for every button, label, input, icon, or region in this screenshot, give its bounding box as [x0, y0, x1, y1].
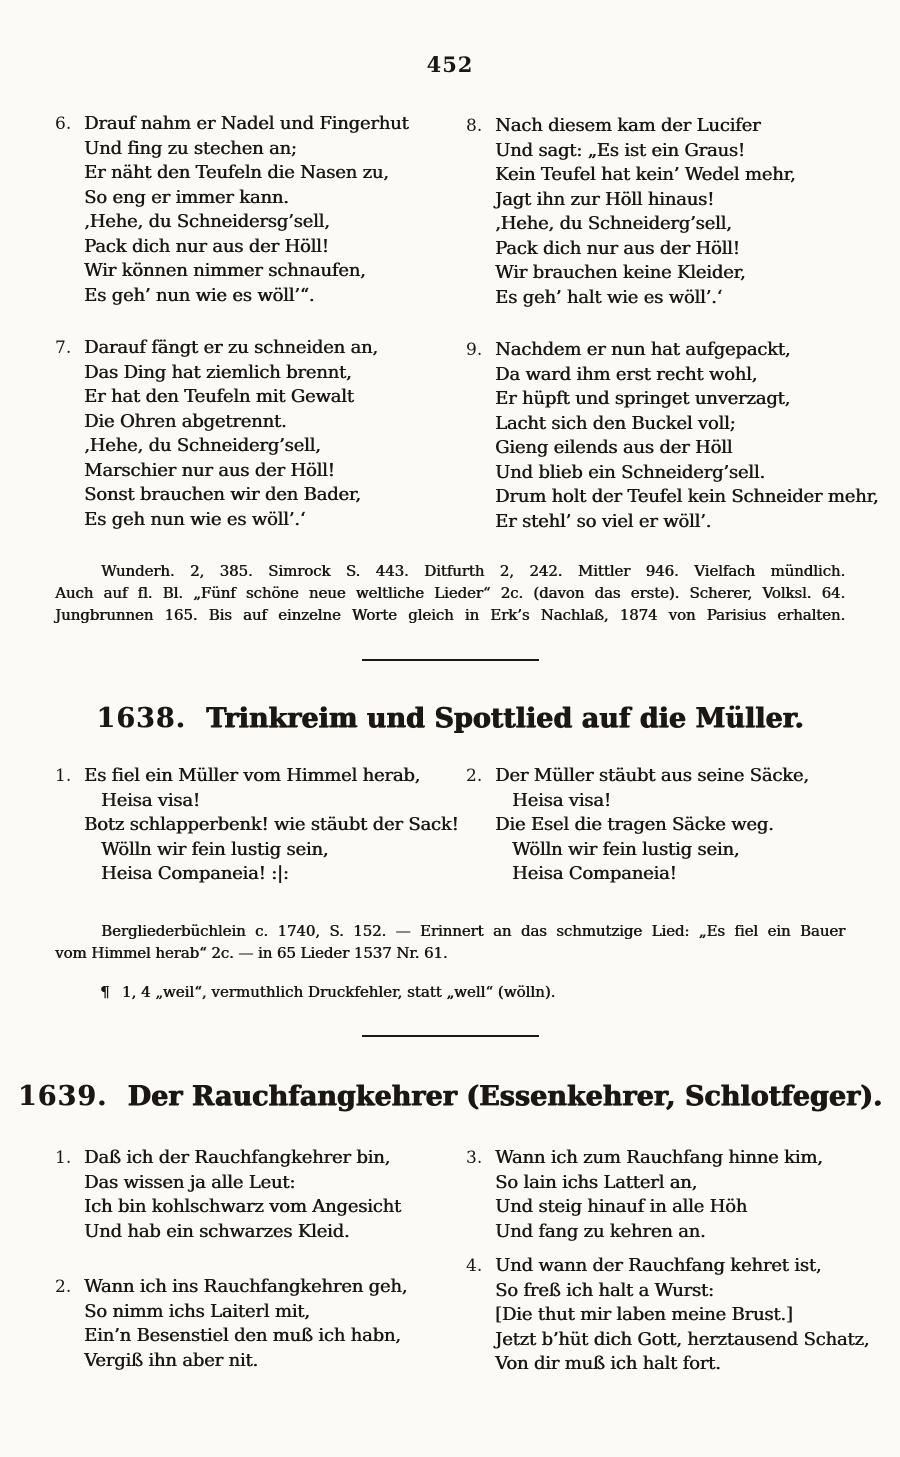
verse-line: Die Esel die tragen Säcke weg.	[495, 814, 774, 835]
verse-line: So nimm ichs Laiterl mit,	[84, 1300, 310, 1322]
page-number: 452	[426, 52, 474, 77]
note-line: vom Himmel herab“ 2c. — in 65 Lieder 1537 Nr. 61.	[55, 944, 448, 962]
verse-line: Botz schlapperbenk! wie stäubt der Sack!	[84, 814, 459, 835]
note-line: Bergliederbüchlein c. 1740, S. 152. — Erinnert an das schmutzige Lied: „Es fiel ein Bauer	[101, 922, 845, 940]
verse-line: Der Müller stäubt aus seine Säcke,	[495, 765, 809, 786]
verse-7	[55, 336, 378, 532]
verse-line: Es geh’ halt wie es wöll’.‘	[495, 286, 723, 308]
verse-line: ‚Hehe, du Schneidersg’sell,	[84, 211, 330, 232]
song-1639-verse-1	[55, 1146, 401, 1244]
verse-line: Kein Teufel hat kein’ Wedel mehr,	[495, 164, 796, 185]
verse-line: [Die thut mir laben meine Brust.]	[495, 1304, 793, 1325]
verse-line: Und sagt: „Es ist ein Graus!	[495, 139, 745, 161]
verse-lines	[495, 338, 878, 534]
verse-line: Nach diesem kam der Lucifer	[495, 115, 761, 136]
song-1639-number: 1639.	[17, 1081, 108, 1112]
verse-line: Daß ich der Rauchfangkehrer bin,	[84, 1147, 390, 1168]
verse-line: Pack dich nur aus der Höll!	[84, 235, 329, 257]
verse-line: Lacht sich den Buckel voll;	[495, 412, 736, 434]
song-1638-verse-1	[55, 764, 458, 887]
verse-line: Es geh’ nun wie es wöll’“.	[84, 284, 315, 306]
song-1639-verse-4	[466, 1254, 869, 1377]
verse-line: Darauf fängt er zu schneiden an,	[84, 337, 378, 358]
verse-number: 9.	[466, 340, 483, 360]
verse-line: Vergiß ihn aber nit.	[84, 1349, 258, 1371]
footnote-line: Auch auf fl. Bl. „Fünf schöne neue weltliche Lieder“ 2c. (davon das erste). Scherer, Volksl. 64.	[55, 584, 845, 602]
verse-lines	[84, 764, 458, 887]
verse-number: 8.	[466, 116, 483, 136]
source-footnote	[55, 560, 845, 626]
verse-line: Es fiel ein Müller vom Himmel herab,	[84, 765, 421, 786]
verse-line: Da ward ihm erst recht wohl,	[495, 363, 758, 385]
verse-number: 1.	[55, 1148, 72, 1168]
verse-line: Gieng eilends aus der Höll	[495, 437, 733, 458]
verse-line: Heisa Companeia! :|:	[101, 863, 289, 884]
editor-remark: ¶ 1, 4 „weil“, vermuthlich Druckfehler, statt „well“ (wölln).	[100, 983, 556, 1001]
verse-line: Heisa visa!	[101, 789, 200, 811]
verse-line: Heisa visa!	[512, 789, 611, 811]
verse-line: Und fang zu kehren an.	[495, 1220, 706, 1242]
verse-line: Nachdem er nun hat aufgepackt,	[495, 339, 791, 360]
footnote-line: Wunderh. 2, 385. Simrock S. 443. Ditfurth 2, 242. Mittler 946. Vielfach mündlich.	[101, 562, 845, 580]
verse-line: Und blieb ein Schneiderg’sell.	[495, 461, 765, 483]
verse-line: Heisa Companeia!	[512, 863, 677, 884]
verse-8	[466, 114, 795, 310]
verse-9	[466, 338, 878, 534]
verse-number: 2.	[55, 1277, 72, 1297]
verse-number: 6.	[55, 114, 72, 134]
verse-6	[55, 112, 408, 308]
verse-line: Drum holt der Teufel kein Schneider mehr,	[495, 486, 879, 507]
verse-number: 1.	[55, 766, 72, 786]
verse-line: Er hat den Teufeln mit Gewalt	[84, 386, 354, 407]
verse-line: Jetzt b’hüt dich Gott, herztausend Schatz,	[495, 1328, 870, 1350]
song-1639-verse-3	[466, 1146, 823, 1244]
verse-line: Und fing zu stechen an;	[84, 137, 297, 159]
verse-number: 4.	[466, 1256, 483, 1276]
verse-line: Das Ding hat ziemlich brennt,	[84, 361, 352, 383]
verse-line: Jagt ihn zur Höll hinaus!	[495, 188, 714, 210]
verse-line: Und hab ein schwarzes Kleid.	[84, 1220, 350, 1242]
section-divider	[362, 659, 539, 661]
verse-line: Und steig hinauf in alle Höh	[495, 1196, 747, 1217]
verse-line: ‚Hehe, du Schneiderg’sell,	[495, 213, 732, 234]
verse-number: 7.	[55, 338, 72, 358]
verse-line: Marschier nur aus der Höll!	[84, 459, 335, 481]
verse-line: Ein’n Besenstiel den muß ich habn,	[84, 1325, 401, 1346]
verse-line: So freß ich halt a Wurst:	[495, 1279, 714, 1301]
song-1638-verse-2	[466, 764, 809, 887]
verse-line: Wölln wir fein lustig sein,	[101, 838, 329, 860]
verse-number: 3.	[466, 1148, 483, 1168]
verse-line: Wann ich zum Rauchfang hinne kim,	[495, 1147, 823, 1168]
verse-line: ‚Hehe, du Schneiderg’sell,	[84, 435, 321, 456]
song-1638-number: 1638.	[96, 703, 186, 734]
verse-lines	[495, 1254, 869, 1377]
verse-line: Pack dich nur aus der Höll!	[495, 237, 740, 259]
song-1639-verse-2	[55, 1275, 407, 1373]
verse-line: Und wann der Rauchfang kehret ist,	[495, 1255, 822, 1276]
verse-lines	[495, 764, 809, 887]
verse-line: So lain ichs Latterl an,	[495, 1171, 697, 1193]
section-divider	[362, 1035, 539, 1037]
verse-lines	[84, 1146, 401, 1244]
verse-line: Es geh nun wie es wöll’.‘	[84, 508, 306, 530]
verse-line: Ich bin kohlschwarz vom Angesicht	[84, 1196, 401, 1217]
verse-line: Wann ich ins Rauchfangkehren geh,	[84, 1276, 408, 1297]
verse-lines	[84, 1275, 407, 1373]
verse-line: Das wissen ja alle Leut:	[84, 1171, 296, 1193]
verse-line: Wölln wir fein lustig sein,	[512, 838, 740, 860]
verse-lines	[84, 112, 408, 308]
verse-line: Drauf nahm er Nadel und Fingerhut	[84, 113, 409, 134]
verse-line: Sonst brauchen wir den Bader,	[84, 484, 361, 505]
verse-line: Wir können nimmer schnaufen,	[84, 260, 366, 281]
verse-lines	[84, 336, 378, 532]
verse-lines	[495, 114, 795, 310]
song-1638-title: Trinkreim und Spottlied auf die Müller.	[205, 703, 804, 734]
verse-line: Von dir muß ich halt fort.	[495, 1353, 721, 1374]
verse-number: 2.	[466, 766, 483, 786]
song-1638-heading	[0, 702, 900, 736]
song-1639-heading	[0, 1080, 900, 1114]
verse-lines	[495, 1146, 823, 1244]
verse-line: Er näht den Teufeln die Nasen zu,	[84, 162, 389, 183]
verse-line: So eng er immer kann.	[84, 186, 289, 208]
verse-line: Er hüpft und springet unverzagt,	[495, 388, 790, 409]
song-1638-note	[55, 920, 845, 964]
verse-line: Wir brauchen keine Kleider,	[495, 262, 746, 283]
verse-line: Er stehl’ so viel er wöll’.	[495, 510, 712, 532]
song-1639-title: Der Rauchfangkehrer (Essenkehrer, Schlotfeger).	[127, 1081, 883, 1112]
footnote-line: Jungbrunnen 165. Bis auf einzelne Worte gleich in Erk’s Nachlaß, 1874 von Parisius erhalten.	[55, 606, 845, 624]
verse-line: Die Ohren abgetrennt.	[84, 410, 287, 432]
